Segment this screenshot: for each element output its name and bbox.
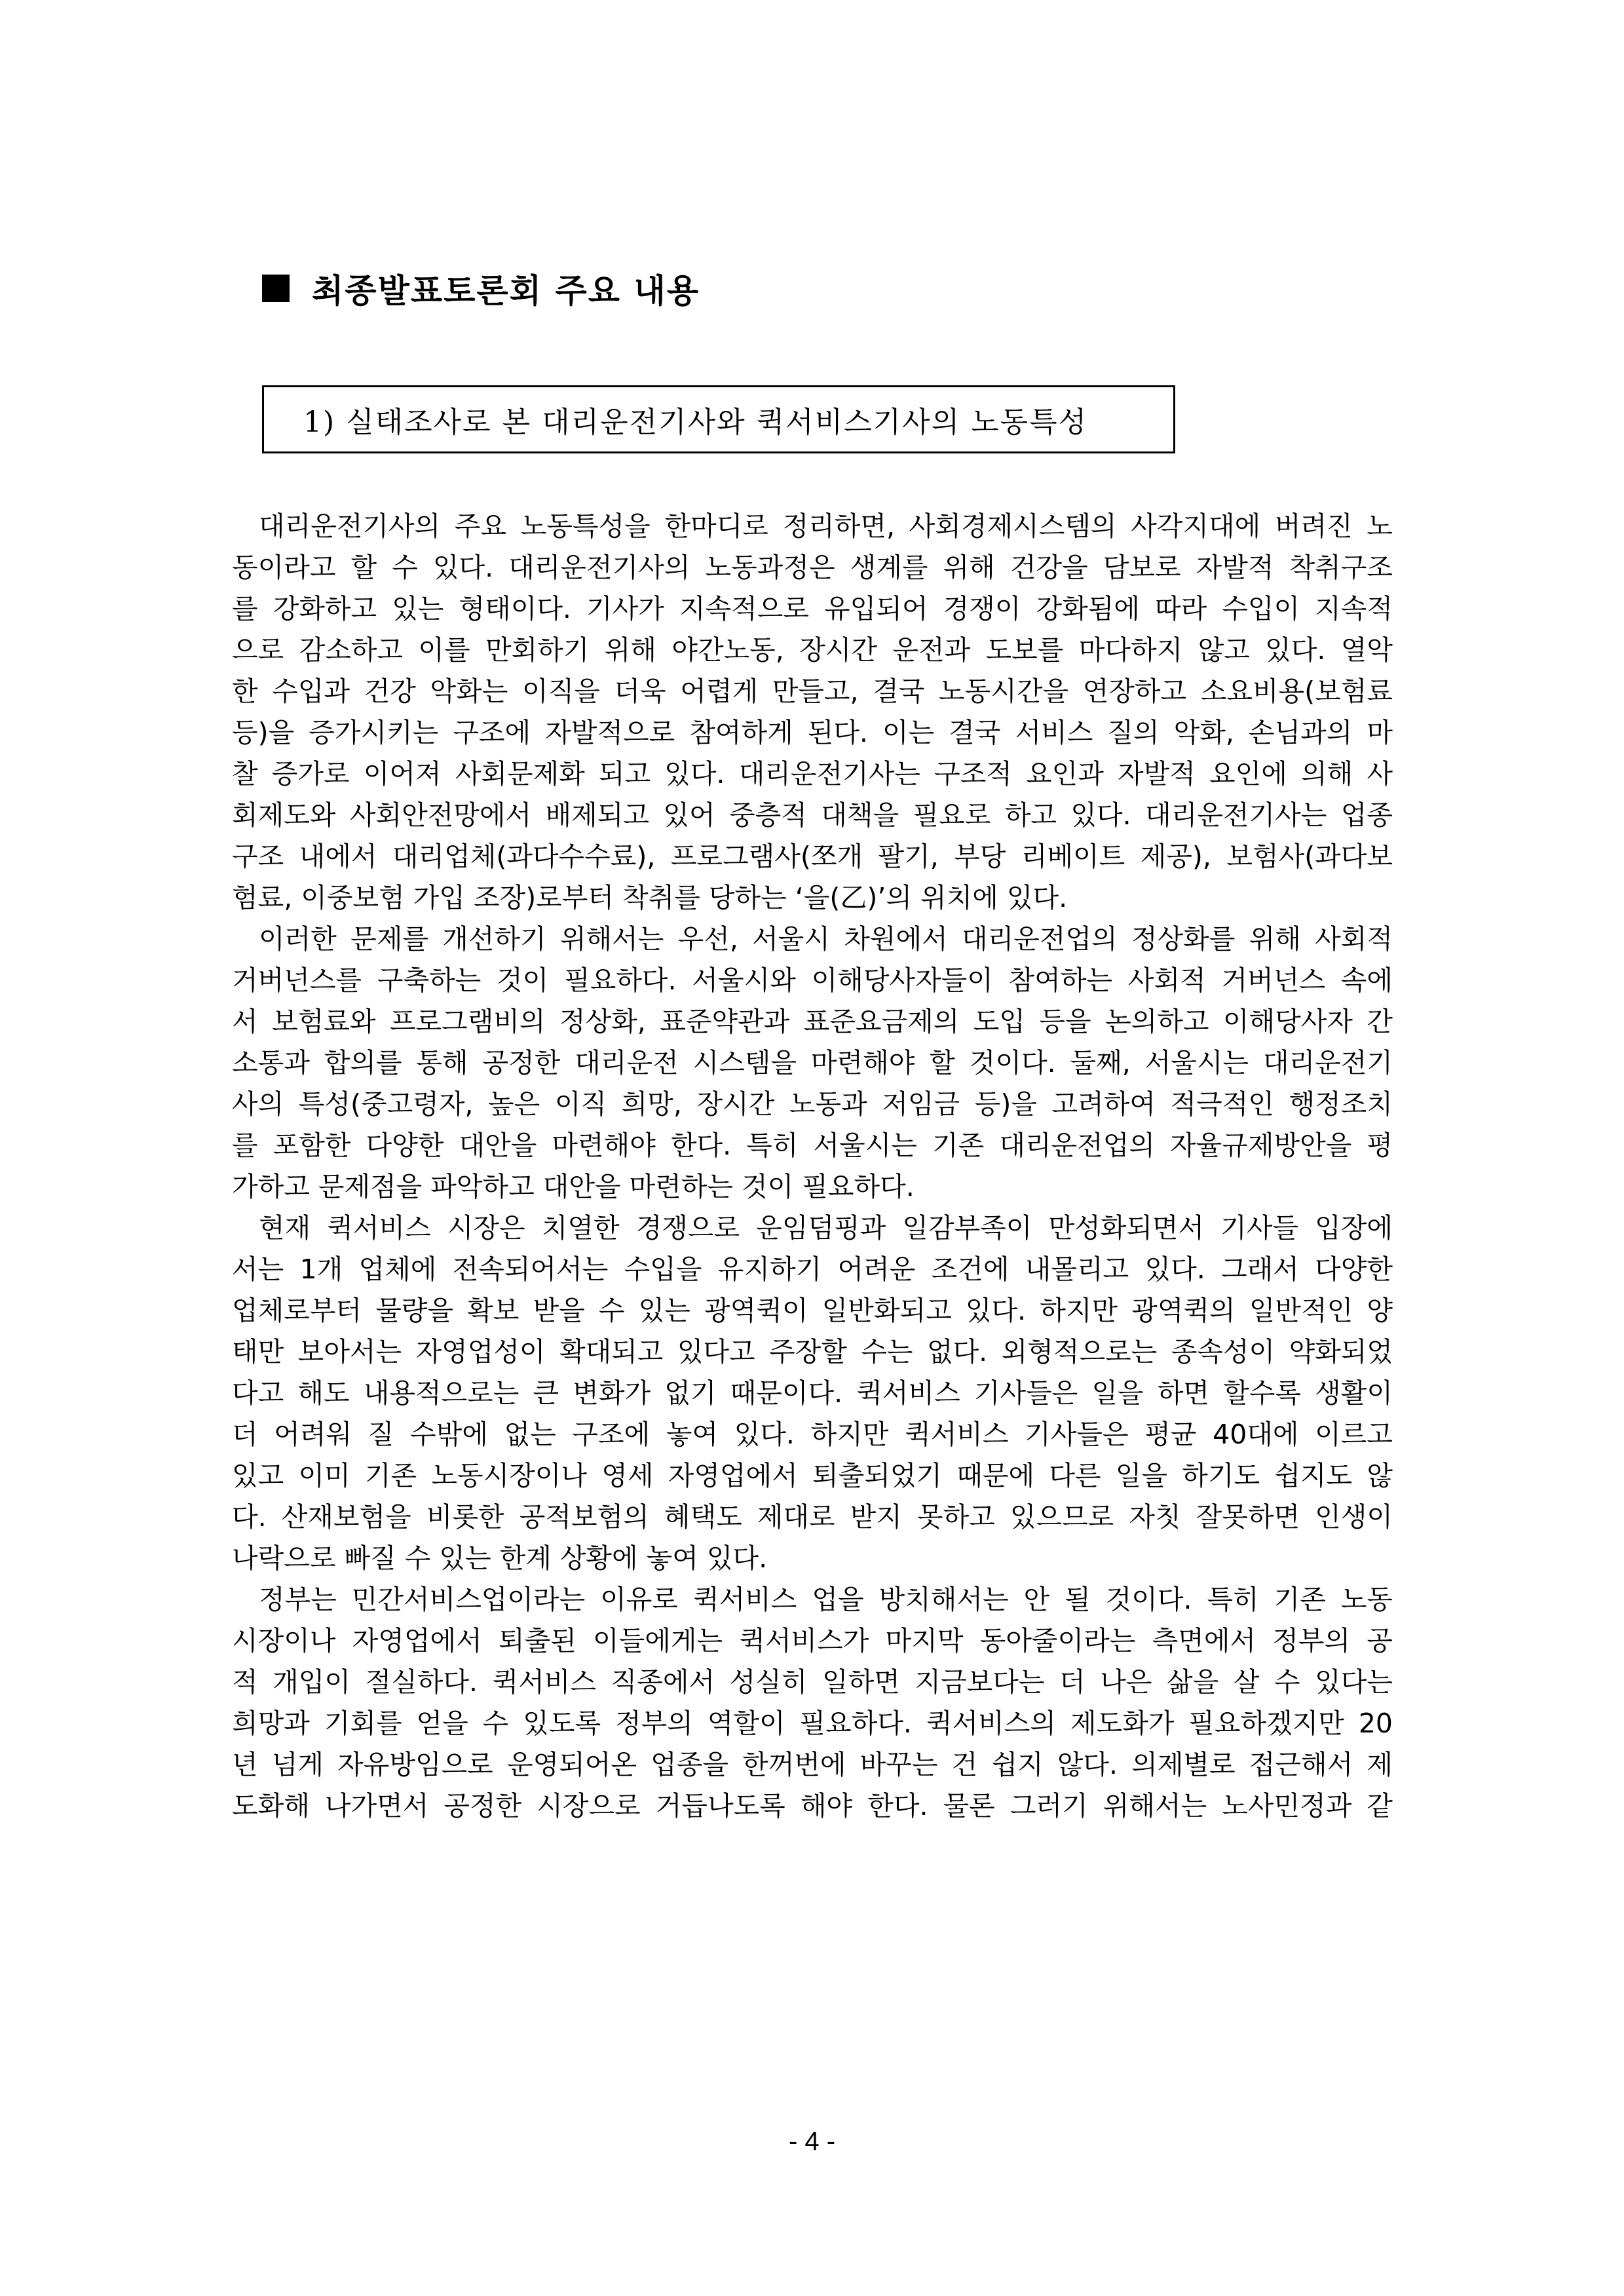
text-line: 회제도와 사회안전망에서 배제되고 있어 중층적 대책을 필요로 하고 있다. 대리운전기사는 업종 bbox=[232, 799, 1393, 831]
text-line: 가하고 문제점을 파악하고 대안을 마련하는 것이 필요하다. bbox=[232, 1171, 915, 1202]
text-line: 도화해 나가면서 공정한 시장으로 거듭나도록 해야 한다. 물론 그러기 위해서는 노사민정과 같 bbox=[232, 1790, 1393, 1822]
text-line: 거버넌스를 구축하는 것이 필요하다. 서울시와 이해당사자들이 참여하는 사회적 거버넌스 속에 bbox=[232, 965, 1393, 996]
section-heading-text: 최종발표토론회 주요 내용 bbox=[312, 271, 700, 310]
text-line: 다고 해도 내용적으로는 큰 변화가 없기 때문이다. 퀵서비스 기사들은 일을 하면 할수록 생활이 bbox=[232, 1377, 1393, 1409]
text-line: 서는 1개 업체에 전속되어서는 수입을 유지하기 어려운 조건에 내몰리고 있다. 그래서 다양한 bbox=[232, 1253, 1393, 1285]
text-line: 서 보험료와 프로그램비의 정상화, 표준약관과 표준요금제의 도입 등을 논의하고 이해당사자 간 bbox=[232, 1006, 1393, 1037]
text-line: 를 강화하고 있는 형태이다. 기사가 지속적으로 유입되어 경쟁이 강화됨에 따라 수입이 지속적 bbox=[232, 593, 1393, 624]
text-line: 사의 특성(중고령자, 높은 이직 희망, 장시간 노동과 저임금 등)을 고려하여 적극적인 행정조치 bbox=[232, 1088, 1393, 1120]
text-line: 한 수입과 건강 악화는 이직을 더욱 어렵게 만들고, 결국 노동시간을 연장하고 소요비용(보험료 bbox=[232, 676, 1393, 707]
body-text bbox=[232, 506, 1393, 1827]
text-line: 대리운전기사의 주요 노동특성을 한마디로 정리하면, 사회경제시스템의 사각지대에 버려진 노 bbox=[259, 510, 1393, 542]
text-line: 소통과 합의를 통해 공정한 대리운전 시스템을 마련해야 할 것이다. 둘째, 서울시는 대리운전기 bbox=[232, 1047, 1393, 1079]
text-line: 다. 산재보험을 비롯한 공적보험의 혜택도 제대로 받지 못하고 있으므로 자칫 잘못하면 인생이 bbox=[232, 1501, 1393, 1533]
text-line: 구조 내에서 대리업체(과다수수료), 프로그램사(쪼개 팔기, 부당 리베이트 제공), 보험사(과다보 bbox=[232, 841, 1393, 872]
text-line: 희망과 기회를 얻을 수 있도록 정부의 역할이 필요하다. 퀵서비스의 제도화가 필요하겠지만 20 bbox=[232, 1708, 1393, 1739]
text-line: 으로 감소하고 이를 만회하기 위해 야간노동, 장시간 운전과 도보를 마다하지 않고 있다. 열악 bbox=[232, 634, 1393, 666]
subtitle-text: 1) 실태조사로 본 대리운전기사와 퀵서비스기사의 노동특성 bbox=[303, 406, 1088, 439]
page-number: - 4 - bbox=[788, 2127, 836, 2156]
text-line: 업체로부터 물량을 확보 받을 수 있는 광역퀵이 일반화되고 있다. 하지만 광역퀵의 일반적인 양 bbox=[232, 1295, 1393, 1326]
text-line: 더 어려워 질 수밖에 없는 구조에 놓여 있다. 하지만 퀵서비스 기사들은 평균 40대에 이르고 bbox=[232, 1419, 1393, 1450]
text-line: 나락으로 빠질 수 있는 한계 상황에 놓여 있다. bbox=[232, 1542, 768, 1574]
text-line: 이러한 문제를 개선하기 위해서는 우선, 서울시 차원에서 대리운전업의 정상화를 위해 사회적 bbox=[259, 923, 1393, 955]
text-line: 험료, 이중보험 가입 조장)로부터 착취를 당하는 ‘을(乙)’의 위치에 있다. bbox=[232, 882, 1068, 913]
text-line: 시장이나 자영업에서 퇴출된 이들에게는 퀵서비스가 마지막 동아줄이라는 측면에서 정부의 공 bbox=[232, 1625, 1393, 1656]
text-line: 등)을 증가시키는 구조에 자발적으로 참여하게 된다. 이는 결국 서비스 질의 악화, 손님과의 마 bbox=[232, 717, 1393, 748]
text-line: 있고 이미 기존 노동시장이나 영세 자영업에서 퇴출되었기 때문에 다른 일을 하기도 쉽지도 않 bbox=[232, 1460, 1393, 1491]
subtitle-box bbox=[262, 385, 1175, 453]
text-line: 년 넘게 자유방임으로 운영되어온 업종을 한꺼번에 바꾸는 건 쉽지 않다. 의제별로 접근해서 제 bbox=[232, 1749, 1393, 1780]
text-line: 현재 퀵서비스 시장은 치열한 경쟁으로 운임덤핑과 일감부족이 만성화되면서 기사들 입장에 bbox=[259, 1212, 1393, 1244]
text-line: 정부는 민간서비스업이라는 이유로 퀵서비스 업을 방치해서는 안 될 것이다. 특히 기존 노동 bbox=[259, 1584, 1393, 1615]
text-line: 태만 보아서는 자영업성이 확대되고 있다고 주장할 수는 없다. 외형적으로는 종속성이 약화되었 bbox=[232, 1336, 1393, 1368]
text-line: 찰 증가로 이어져 사회문제화 되고 있다. 대리운전기사는 구조적 요인과 자발적 요인에 의해 사 bbox=[232, 758, 1393, 790]
black-square-icon bbox=[262, 275, 290, 302]
section-heading bbox=[262, 262, 700, 315]
text-line: 를 포함한 다양한 대안을 마련해야 한다. 특히 서울시는 기존 대리운전업의 자율규제방안을 평 bbox=[232, 1130, 1393, 1161]
text-line: 적 개입이 절실하다. 퀵서비스 직종에서 성실히 일하면 지금보다는 더 나은 삶을 살 수 있다는 bbox=[232, 1666, 1393, 1698]
text-line: 동이라고 할 수 있다. 대리운전기사의 노동과정은 생계를 위해 건강을 담보로 자발적 착취구조 bbox=[232, 552, 1393, 583]
